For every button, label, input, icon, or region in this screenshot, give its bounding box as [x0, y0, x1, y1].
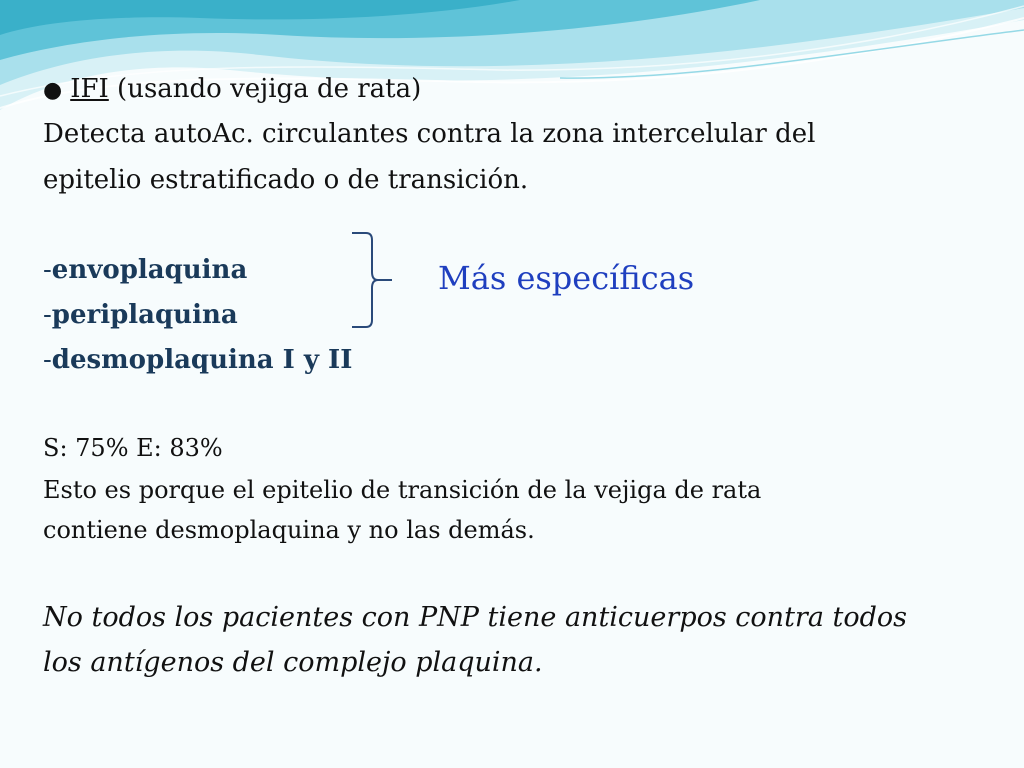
antigen-name: periplaquina [51, 300, 238, 330]
antigen-name: envoplaquina [51, 255, 248, 285]
ifi-term: IFI [70, 74, 109, 104]
antigen-item [43, 254, 247, 286]
explanation-line-2: contiene desmoplaquina y no las demás. [43, 516, 535, 544]
antigen-item [43, 299, 238, 331]
bullet-icon: ● [43, 78, 63, 103]
description-line-1: Detecta autoAc. circulantes contra la zona intercelular del [43, 119, 816, 149]
explanation-line-1: Esto es porque el epitelio de transición de la vejiga de rata [43, 476, 762, 504]
heading-rest: (usando vejiga de rata) [108, 74, 422, 104]
note-line-1: No todos los pacientes con PNP tiene anticuerpos contra todos [43, 602, 907, 633]
more-specific-label: Más específicas [438, 259, 695, 297]
antigen-dash: - [43, 300, 52, 330]
note-line-2: los antígenos del complejo plaquina. [43, 647, 543, 678]
antigen-dash: - [43, 255, 52, 285]
heading-line [43, 73, 421, 107]
antigen-name: desmoplaquina I y II [51, 345, 353, 375]
description-line-2: epitelio estratificado o de transición. [43, 165, 529, 195]
antigen-dash: - [43, 345, 52, 375]
right-curly-brace-icon [348, 230, 398, 330]
header-wave-decoration [0, 0, 1024, 130]
antigen-item [43, 344, 352, 376]
stats-line: S: 75% E: 83% [43, 434, 223, 462]
